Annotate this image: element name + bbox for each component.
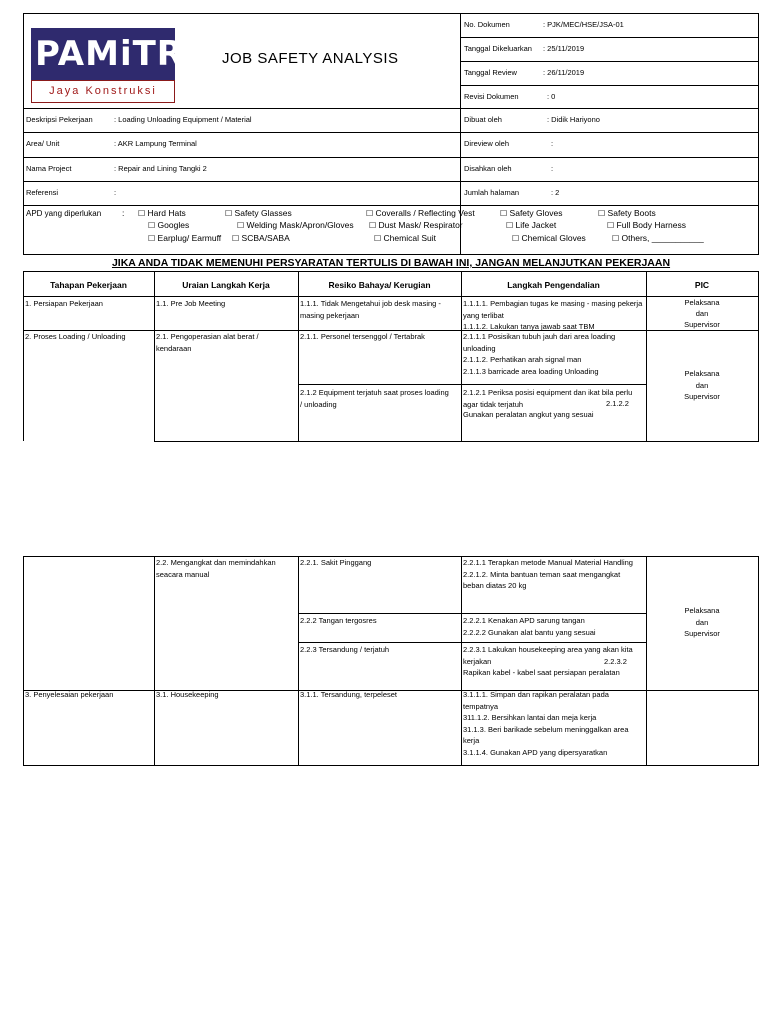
warning-banner: JIKA ANDA TIDAK MEMENUHI PERSYARATAN TERTULIS DI BAWAH INI, JANGAN MELANJUTKAN PEKERJAAN [111,257,671,269]
direview-label: Direview oleh [464,139,510,148]
divider [298,613,646,614]
apd-label: APD yang diperlukan [26,209,102,218]
divider [298,384,646,385]
apd-item-label: Life Jacket [515,220,557,230]
doc-no-value: : PJK/MEC/HSE/JSA-01 [543,20,624,29]
divider [23,157,759,158]
apd-item [369,220,463,231]
apd-item [512,233,586,244]
apd-item [612,233,704,244]
divider [460,85,759,86]
deskripsi-label: Deskripsi Pekerjaan [26,115,93,124]
apd-item-label: Chemical Suit [383,233,436,243]
cell-langkah: 2.2.3.1 Lakukan housekeeping area yang akan kita kerjakan [463,645,633,666]
apd-item [237,220,354,231]
dibuat-value: : Didik Hariyono [547,115,600,124]
checkbox-icon[interactable]: ☐ [369,221,377,230]
cell-resiko: 2.2.3 Tersandung / terjatuh [300,645,390,654]
apd-item-label: Safety Glasses [234,208,292,218]
nama-project-label: Nama Project [26,164,72,173]
referensi-value: : [114,188,117,197]
apd-item-label: Safety Gloves [509,208,563,218]
divider [154,441,759,442]
cell-uraian: 3.1. Housekeeping [156,690,219,699]
apd-item-label: Others, ___________ [621,233,704,243]
dibuat-label: Dibuat oleh [464,115,502,124]
divider [154,556,155,766]
divider [23,765,759,766]
col-header-langkah: Langkah Pengendalian [507,280,600,290]
divider [298,271,299,441]
checkbox-icon[interactable]: ☐ [237,221,245,230]
divider [298,556,299,766]
cell-langkah: 2.1.1.1 Posisikan tubuh jauh dari area loading unloading 2.1.1.2. Perhatikan arah signal man 2.1.1.3 barricade area loading Unloading [463,332,616,376]
col-header-tahapan: Tahapan Pekerjaan [50,280,127,290]
apd-item [500,208,562,219]
checkbox-icon[interactable]: ☐ [506,221,514,230]
logo-banner [31,28,212,80]
cell-tahapan: 3. Penyelesaian pekerjaan [25,690,114,699]
checkbox-icon[interactable]: ☐ [598,209,606,218]
review-date-value: : 26/11/2019 [543,68,585,77]
divider [154,271,155,441]
cell-resiko: 2.1.2 Equipment terjatuh saat proses loading / unloading [300,388,449,409]
doc-no-label: No. Dokumen [464,20,510,29]
cell-tahapan: 1. Persiapan Pekerjaan [25,299,103,308]
logo-subtitle: Jaya Konstruksi [31,80,175,103]
apd-item-label: Full Body Harness [616,220,686,230]
apd-item-label: Dust Mask/ Respirator [378,220,463,230]
divider [758,556,759,766]
nama-project-value: : Repair and Lining Tangki 2 [114,164,207,173]
cell-resiko: 3.1.1. Tersandung, terpeleset [300,690,398,699]
apd-item-label: Coveralls / Reflecting Vest [375,208,475,218]
cell-langkah: 2.1.2.1 Periksa posisi equipment dan ikat bila perlu agar tidak terjatuh [463,388,633,409]
disahkan-value: : [551,164,554,173]
checkbox-icon[interactable]: ☐ [512,234,520,243]
divider [23,132,759,133]
apd-item [607,220,686,231]
cell-langkah: Gunakan peralatan angkut yang sesuai [463,410,594,419]
checkbox-icon[interactable]: ☐ [607,221,615,230]
apd-item [148,233,221,244]
cell-langkah-number: 2.2.3.2 [604,657,627,666]
cell-langkah: 3.1.1.1. Simpan dan rapikan peralatan pada tempatnya 311.1.2. Bersihkan lantai dan meja kerja 31.1.3. Beri barikade sebelum meninggalkan area kerja 3.1.1.4. Gunakan APD yang dipersyaratkan [463,690,629,757]
checkbox-icon[interactable]: ☐ [232,234,240,243]
checkbox-icon[interactable]: ☐ [225,209,233,218]
checkbox-icon[interactable]: ☐ [148,221,156,230]
col-header-resiko: Resiko Bahaya/ Kerugian [328,280,431,290]
cell-tahapan: 2. Proses Loading / Unloading [25,332,126,341]
divider [758,271,759,441]
checkbox-icon[interactable]: ☐ [500,209,508,218]
divider [460,61,759,62]
checkbox-icon[interactable]: ☐ [612,234,620,243]
apd-item-label: Googles [157,220,190,230]
apd-item-label: Welding Mask/Apron/Gloves [246,220,354,230]
divider [460,37,759,38]
apd-item [506,220,556,231]
disahkan-label: Disahkan oleh [464,164,512,173]
revision-label: Revisi Dokumen [464,92,519,101]
company-logo [31,28,212,103]
divider [646,556,647,766]
divider [461,271,462,441]
divider [23,271,24,441]
area-label: Area/ Unit [26,139,60,148]
issue-date-label: Tanggal Dikeluarkan [464,44,532,53]
divider [23,556,24,766]
cell-langkah: 1.1.1.1. Pembagian tugas ke masing - masing pekerja yang terlibat 1.1.1.2. Lakukan tanya jawab saat TBM [463,299,643,330]
divider [298,642,646,643]
apd-item [374,233,436,244]
cell-pic: Pelaksana dan Supervisor [684,606,720,638]
apd-item-label: SCBA/SABA [241,233,290,243]
cell-langkah-number: 2.1.2.2 [606,399,629,408]
cell-langkah: 2.2.1.1 Terapkan metode Manual Material Handling 2.2.1.2. Minta bantuan teman saat mengangkat beban diatas 20 kg [463,558,633,590]
cell-uraian: 1.1. Pre Job Meeting [156,299,226,308]
cell-uraian: 2.1. Pengoperasian alat berat / kendaraan [156,332,259,353]
checkbox-icon[interactable]: ☐ [374,234,382,243]
checkbox-icon[interactable]: ☐ [138,209,146,218]
apd-colon: : [122,208,125,218]
cell-pic: Pelaksana dan Supervisor [684,298,720,329]
cell-resiko: 1.1.1. Tidak Mengetahui job desk masing - masing pekerjaan [300,299,441,320]
direview-value: : [551,139,554,148]
cell-resiko: 2.2.1. Sakit Pinggang [300,558,372,567]
divider [461,556,462,766]
area-value: : AKR Lampung Terminal [114,139,197,148]
cell-pic: Pelaksana dan Supervisor [684,369,720,401]
apd-item-label: Chemical Gloves [521,233,586,243]
cell-langkah: Rapikan kabel - kabel saat persiapan peralatan [463,668,620,677]
cell-langkah: 2.2.2.1 Kenakan APD sarung tangan 2.2.2.2 Gunakan alat bantu yang sesuai [463,616,596,637]
cell-uraian: 2.2. Mengangkat dan memindahkan seacara manual [156,558,276,579]
col-header-pic: PIC [694,280,710,290]
apd-item [225,208,292,219]
apd-item-label: Earplug/ Earmuff [157,233,222,243]
divider [23,271,759,272]
apd-item [232,233,290,244]
jumlah-value: : 2 [551,188,560,197]
logo-brand: PAMiTRA [35,34,212,74]
apd-item-label: Safety Boots [607,208,656,218]
jumlah-label: Jumlah halaman [464,188,520,197]
document-title: JOB SAFETY ANALYSIS [222,50,399,67]
review-date-label: Tanggal Review [464,68,517,77]
apd-item-label: Hard Hats [147,208,186,218]
checkbox-icon[interactable]: ☐ [148,234,156,243]
apd-item [598,208,656,219]
apd-item [138,208,186,219]
divider [23,181,759,182]
cell-resiko: 2.1.1. Personel tersenggol / Tertabrak [300,332,425,341]
referensi-label: Referensi [26,188,59,197]
deskripsi-value: : Loading Unloading Equipment / Material [114,115,252,124]
apd-item [148,220,189,231]
apd-item [366,208,475,219]
col-header-uraian: Uraian Langkah Kerja [182,280,270,290]
cell-resiko: 2.2.2 Tangan tergosres [300,616,377,625]
checkbox-icon[interactable]: ☐ [366,209,374,218]
issue-date-value: : 25/11/2019 [543,44,585,53]
revision-value: : 0 [547,92,556,101]
